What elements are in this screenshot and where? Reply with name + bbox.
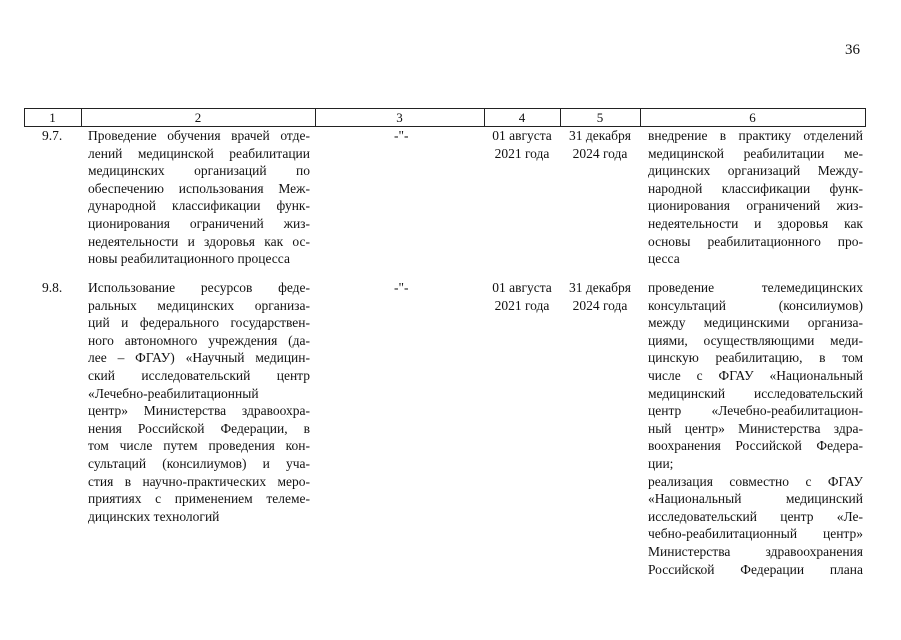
row-end-date: 31 декабря 2024 года	[569, 128, 631, 161]
header-top-border	[24, 108, 866, 109]
row-result: проведение телемедицинских консультаций (консилиумов) между медицинскими организа- циями, осуществляющими меди- цинскую реабилитацию, в том числе с ФГАУ «Национальный медицинский исследовательский центр «Лечебно-реабилитацион- ный центр» Министерства здра- воохранения Российской Федера- ции; реализация совместно с ФГАУ «Национальный медицинский исследовательский центр «Ле- чебно-реабилитационный центр» Министерства здравоохранения Российской Федерации плана	[648, 280, 863, 577]
column-header-6: 6	[749, 110, 756, 125]
row-result: внедрение в практику отделений медицинской реабилитации ме- дицинских организаций Между- народной классификации функ- ционирования ограничений жиз- недеятельности и здоровья как основы реабилитационного про- цесса	[648, 128, 863, 267]
row-start-date: 01 августа 2021 года	[492, 128, 552, 161]
row-number: 9.8.	[42, 280, 63, 295]
row-end-date: 31 декабря 2024 года	[569, 280, 631, 313]
header-divider	[865, 108, 866, 127]
row-number: 9.7.	[42, 128, 63, 143]
column-header-5: 5	[596, 110, 604, 125]
column-header-2: 2	[194, 110, 202, 125]
column-header-1: 1	[49, 110, 56, 125]
column-header-4: 4	[518, 110, 526, 125]
row-executor: -"-	[394, 128, 409, 143]
row-executor: -"-	[394, 280, 409, 295]
row-start-date: 01 августа 2021 года	[492, 280, 552, 313]
column-header-3: 3	[396, 110, 403, 125]
row-description: Проведение обучения врачей отде- лений медицинской реабилитации медицинских организаций по обеспечению использования Меж- дународной классификации функ- ционирования ограничений жиз- недеятельности и здоровья как ос- новы реабилитационного процесса	[88, 128, 310, 267]
row-description: Использование ресурсов феде- ральных медицинских организа- ций и федерального государствен- ного автономного учреждения (да- лее – ФГАУ) «Научный медицин- ский исследовательский центр «Лечебно-реабилитационный центр» Министерства здравоохра- нения Российской Федерации, в том числе путем проведения кон- сультаций (консилиумов) и уча- стия в научно-практических меро- приятиях с применением телеме- дицинских технологий	[88, 280, 310, 524]
page-number: 36	[845, 42, 860, 58]
